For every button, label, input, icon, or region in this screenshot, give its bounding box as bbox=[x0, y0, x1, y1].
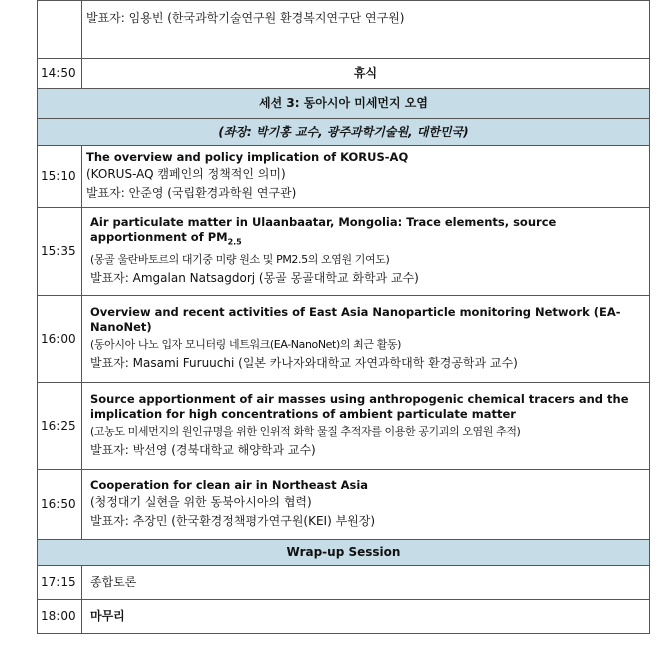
break-row bbox=[38, 59, 650, 89]
break-label: 휴식 bbox=[82, 59, 650, 89]
talk-content bbox=[82, 208, 650, 296]
chair-name: (좌장: 박기홍 교수 bbox=[218, 124, 319, 139]
talk-row bbox=[38, 470, 650, 540]
talk-title-main: Air particulate matter in Ulaanbaatar, Mongolia: Trace elements, source apportionment of PM bbox=[90, 215, 557, 245]
talk-row bbox=[38, 383, 650, 470]
talk-title-subscript: 2.5 bbox=[227, 237, 242, 247]
talk-content bbox=[82, 470, 650, 540]
session-title: 세션 3: 동아시아 미세먼지 오염 bbox=[38, 89, 650, 119]
talk-row bbox=[38, 208, 650, 296]
presenter-text: 발표자: 임용빈 (한국과학기술연구원 환경복지연구단 연구원) bbox=[86, 11, 405, 25]
talk-title: Source apportionment of air masses using anthropogenic chemical tracers and the implication for high concentrations of ambient particulate matter bbox=[90, 392, 629, 421]
talk-title: Overview and recent activities of East Asia Nanoparticle monitoring Network (EA-NanoNet) bbox=[90, 305, 621, 334]
talk-korean-title: (KORUS-AQ 캠페인의 정책적인 의미) bbox=[86, 167, 286, 181]
chair-affiliation: , 광주과학기술원, 대한민국) bbox=[318, 124, 469, 139]
session-chair bbox=[38, 119, 650, 146]
presenter-text: 발표자: 박선영 (경북대학교 해양학과 교수) bbox=[90, 443, 316, 457]
time-cell: 16:00 bbox=[38, 296, 82, 383]
closing-label: 마무리 bbox=[82, 600, 650, 634]
talk-korean-title: (청정대기 실현을 위한 동북아시아의 협력) bbox=[90, 495, 312, 509]
closing-row bbox=[38, 600, 650, 634]
time-cell: 16:50 bbox=[38, 470, 82, 540]
wrapup-row bbox=[38, 540, 650, 566]
talk-row bbox=[38, 146, 650, 208]
schedule-table bbox=[37, 0, 650, 634]
presenter-text: 발표자: 추장민 (한국환경정책평가연구원(KEI) 부원장) bbox=[90, 514, 376, 528]
presenter-text: 발표자: Amgalan Natsagdorj (몽골 몽골대학교 화학과 교수) bbox=[90, 270, 419, 285]
presenter-text: 발표자: 안준영 (국립환경과학원 연구관) bbox=[86, 186, 297, 200]
closing-label: 종합토론 bbox=[82, 566, 650, 600]
talk-row bbox=[38, 296, 650, 383]
time-cell bbox=[38, 1, 82, 59]
time-cell: 17:15 bbox=[38, 566, 82, 600]
time-cell: 18:00 bbox=[38, 600, 82, 634]
session-chair-row bbox=[38, 119, 650, 146]
content-cell bbox=[82, 1, 650, 59]
table-row bbox=[38, 1, 650, 59]
presenter-text: 발표자: Masami Furuuchi (일본 카나자와대학교 자연과학대학 환경공학과 교수) bbox=[90, 356, 518, 370]
talk-content bbox=[82, 383, 650, 470]
session-title-row bbox=[38, 89, 650, 119]
talk-content bbox=[82, 296, 650, 383]
talk-title: Cooperation for clean air in Northeast Asia bbox=[90, 478, 369, 492]
talk-title bbox=[90, 215, 645, 249]
wrapup-label: Wrap-up Session bbox=[38, 540, 650, 566]
time-cell: 15:10 bbox=[38, 146, 82, 208]
talk-korean-title: (동아시아 나노 입자 모니터링 네트워크(EA-NanoNet)의 최근 활동) bbox=[90, 338, 402, 351]
talk-korean-title: (몽골 울란바토르의 대기중 미량 원소 및 PM2.5의 오염원 기여도) bbox=[90, 252, 390, 266]
time-cell: 16:25 bbox=[38, 383, 82, 470]
time-cell: 15:35 bbox=[38, 208, 82, 296]
talk-korean-title: (고농도 미세먼지의 원인규명을 위한 인위적 화학 물질 추적자를 이용한 공기괴의 오염원 추적) bbox=[90, 425, 521, 438]
talk-title: The overview and policy implication of KORUS-AQ bbox=[86, 150, 409, 164]
time-cell: 14:50 bbox=[38, 59, 82, 89]
closing-row bbox=[38, 566, 650, 600]
talk-content bbox=[82, 146, 650, 208]
